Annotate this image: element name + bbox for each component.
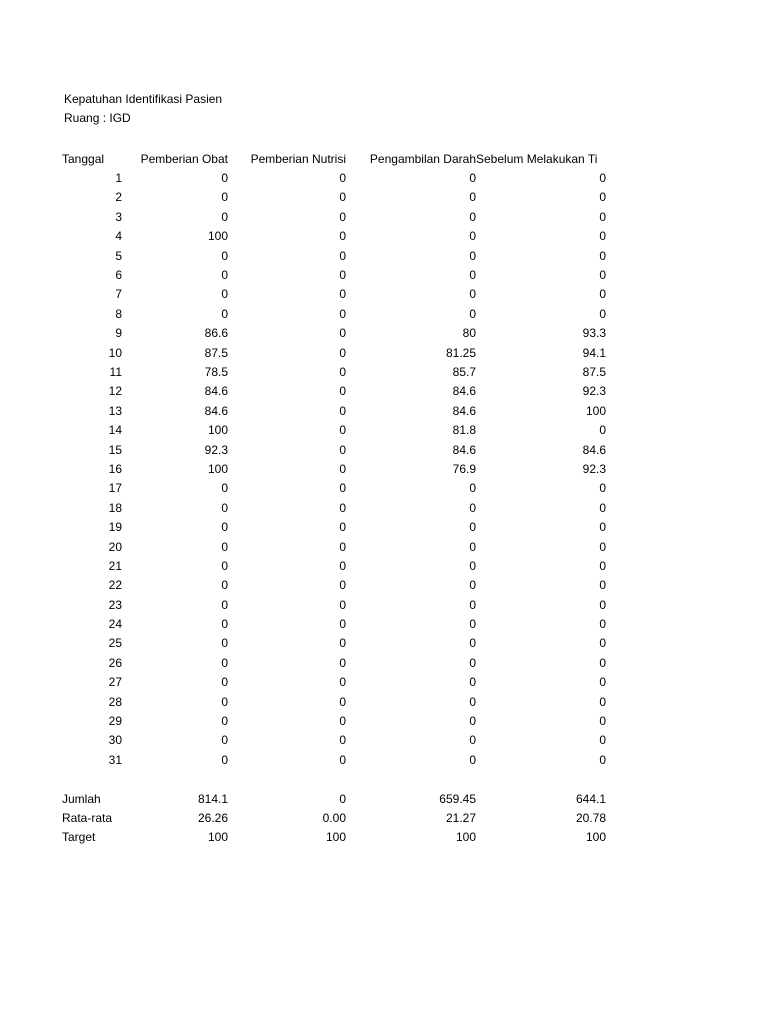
cell-pemberian-nutrisi: 0 <box>339 364 346 379</box>
cell-pemberian-obat: 0 <box>221 733 228 748</box>
cell-pemberian-nutrisi: 0 <box>339 578 346 593</box>
header-pemberian-nutrisi: Pemberian Nutrisi <box>250 151 346 166</box>
cell-tanggal: 18 <box>108 500 122 515</box>
cell-sebelum-tindakan: 92.3 <box>582 384 606 399</box>
cell-pengambilan-darah: 0 <box>469 287 476 302</box>
cell-pemberian-nutrisi: 0 <box>339 248 346 263</box>
cell-pemberian-obat: 84.6 <box>204 403 228 418</box>
table-row <box>62 401 606 420</box>
cell-pemberian-nutrisi: 0 <box>339 733 346 748</box>
cell-sebelum-tindakan: 0 <box>599 655 606 670</box>
cell-sebelum-tindakan: 0 <box>599 752 606 767</box>
table-row <box>62 556 606 575</box>
cell-tanggal: 23 <box>108 597 122 612</box>
cell-sebelum-tindakan: 84.6 <box>582 442 606 457</box>
cell-pemberian-obat: 0 <box>221 500 228 515</box>
cell-pemberian-obat: 0 <box>221 714 228 729</box>
cell-sebelum-tindakan: 93.3 <box>582 326 606 341</box>
cell-pengambilan-darah: 0 <box>469 675 476 690</box>
cell-pemberian-obat: 100 <box>207 461 228 476</box>
cell-tanggal: 27 <box>108 675 122 690</box>
cell-pemberian-nutrisi: 0 <box>339 229 346 244</box>
cell-tanggal: 11 <box>109 364 122 379</box>
cell-tanggal: 16 <box>108 461 122 476</box>
cell-pemberian-nutrisi: 0 <box>339 384 346 399</box>
cell-pemberian-nutrisi: 0 <box>339 636 346 651</box>
cell-sebelum-tindakan: 0 <box>599 306 606 321</box>
cell-sebelum-tindakan: 0 <box>599 714 606 729</box>
cell-pengambilan-darah: 0 <box>469 655 476 670</box>
table-row <box>62 168 606 187</box>
cell-pemberian-nutrisi: 0 <box>339 617 346 632</box>
cell-tanggal: 12 <box>108 384 122 399</box>
cell-sebelum-tindakan: 0 <box>599 190 606 205</box>
cell-sebelum-tindakan: 0 <box>599 229 606 244</box>
cell-pemberian-obat: 92.3 <box>204 442 228 457</box>
cell-sebelum-tindakan: 0 <box>599 578 606 593</box>
summary-sebelum-tindakan: 100 <box>585 830 606 845</box>
cell-tanggal: 10 <box>108 345 122 360</box>
table-row <box>62 692 606 711</box>
cell-pemberian-nutrisi: 0 <box>339 481 346 496</box>
table-row <box>62 731 606 750</box>
cell-pemberian-nutrisi: 0 <box>339 306 346 321</box>
cell-tanggal: 4 <box>115 229 122 244</box>
cell-tanggal: 24 <box>108 617 122 632</box>
summary-row-rata-rata <box>62 808 606 827</box>
cell-sebelum-tindakan: 0 <box>599 675 606 690</box>
cell-sebelum-tindakan: 0 <box>599 481 606 496</box>
table-row <box>62 750 606 769</box>
cell-pengambilan-darah: 0 <box>469 209 476 224</box>
table-row <box>62 459 606 478</box>
cell-pengambilan-darah: 84.6 <box>452 442 476 457</box>
cell-pemberian-nutrisi: 0 <box>339 461 346 476</box>
spacer-cell <box>62 770 606 789</box>
table-row <box>62 673 606 692</box>
cell-tanggal: 6 <box>115 268 122 283</box>
cell-pemberian-nutrisi: 0 <box>339 287 346 302</box>
cell-pengambilan-darah: 81.25 <box>445 345 476 360</box>
cell-sebelum-tindakan: 92.3 <box>582 461 606 476</box>
cell-pengambilan-darah: 80 <box>462 326 476 341</box>
summary-pengambilan-darah: 100 <box>455 830 476 845</box>
cell-sebelum-tindakan: 94.1 <box>582 345 606 360</box>
cell-tanggal: 30 <box>108 733 122 748</box>
cell-pengambilan-darah: 0 <box>469 500 476 515</box>
room-label: Ruang : IGD <box>64 111 131 125</box>
cell-pemberian-obat: 0 <box>221 209 228 224</box>
summary-label: Rata-rata <box>62 810 113 825</box>
table-row <box>62 634 606 653</box>
cell-pengambilan-darah: 0 <box>469 229 476 244</box>
cell-tanggal: 1 <box>115 171 122 186</box>
cell-pengambilan-darah: 0 <box>469 306 476 321</box>
cell-sebelum-tindakan: 87.5 <box>582 364 606 379</box>
cell-pengambilan-darah: 0 <box>469 481 476 496</box>
cell-pemberian-nutrisi: 0 <box>339 500 346 515</box>
table-row <box>62 595 606 614</box>
summary-pengambilan-darah: 21.27 <box>445 810 476 825</box>
cell-sebelum-tindakan: 0 <box>599 248 606 263</box>
cell-pemberian-obat: 0 <box>221 287 228 302</box>
cell-tanggal: 3 <box>115 209 122 224</box>
cell-pemberian-nutrisi: 0 <box>339 326 346 341</box>
cell-tanggal: 19 <box>108 520 122 535</box>
cell-pemberian-nutrisi: 0 <box>339 655 346 670</box>
table-body <box>62 168 606 769</box>
document-title: Kepatuhan Identifikasi Pasien <box>64 92 223 106</box>
table-row <box>62 343 606 362</box>
cell-pengambilan-darah: 76.9 <box>452 461 476 476</box>
cell-tanggal: 5 <box>115 248 122 263</box>
header-row <box>62 149 606 168</box>
cell-tanggal: 26 <box>108 655 122 670</box>
table-summary <box>62 770 606 848</box>
cell-pengambilan-darah: 81.8 <box>452 423 476 438</box>
cell-sebelum-tindakan: 0 <box>599 287 606 302</box>
summary-row-target <box>62 828 606 847</box>
header-sebelum-tindakan-label: Sebelum Melakukan Ti <box>476 151 598 166</box>
header-pemberian-obat: Pemberian Obat <box>140 151 228 166</box>
cell-tanggal: 9 <box>115 326 122 341</box>
cell-sebelum-tindakan: 0 <box>599 558 606 573</box>
cell-sebelum-tindakan: 0 <box>599 617 606 632</box>
table-row <box>62 517 606 536</box>
cell-pengambilan-darah: 0 <box>469 617 476 632</box>
cell-pemberian-obat: 0 <box>221 617 228 632</box>
cell-pengambilan-darah: 0 <box>469 636 476 651</box>
cell-sebelum-tindakan: 0 <box>599 636 606 651</box>
summary-label: Target <box>62 830 96 845</box>
table-row <box>62 614 606 633</box>
cell-pemberian-obat: 0 <box>221 520 228 535</box>
spacer-row <box>62 770 606 789</box>
cell-pemberian-nutrisi: 0 <box>339 597 346 612</box>
cell-tanggal: 8 <box>115 306 122 321</box>
summary-pemberian-nutrisi: 100 <box>325 830 346 845</box>
cell-pengambilan-darah: 84.6 <box>452 384 476 399</box>
cell-sebelum-tindakan: 0 <box>599 694 606 709</box>
cell-pemberian-obat: 0 <box>221 597 228 612</box>
cell-pengambilan-darah: 0 <box>469 248 476 263</box>
table-row <box>62 227 606 246</box>
cell-pemberian-nutrisi: 0 <box>339 403 346 418</box>
cell-pemberian-obat: 0 <box>221 306 228 321</box>
cell-pemberian-obat: 78.5 <box>204 364 228 379</box>
cell-pengambilan-darah: 0 <box>469 733 476 748</box>
header-sebelum-tindakan <box>476 149 606 168</box>
cell-pemberian-nutrisi: 0 <box>339 423 346 438</box>
cell-pemberian-nutrisi: 0 <box>339 752 346 767</box>
cell-pemberian-nutrisi: 0 <box>339 694 346 709</box>
cell-tanggal: 20 <box>108 539 122 554</box>
compliance-table <box>62 149 606 847</box>
header-pengambilan-darah: Pengambilan Darah <box>369 151 476 166</box>
cell-pemberian-obat: 0 <box>221 171 228 186</box>
cell-tanggal: 2 <box>115 190 122 205</box>
cell-pemberian-nutrisi: 0 <box>339 345 346 360</box>
cell-pemberian-obat: 0 <box>221 268 228 283</box>
cell-pengambilan-darah: 0 <box>469 597 476 612</box>
cell-sebelum-tindakan: 0 <box>599 268 606 283</box>
summary-sebelum-tindakan: 20.78 <box>575 810 606 825</box>
table-row <box>62 711 606 730</box>
cell-pengambilan-darah: 0 <box>469 558 476 573</box>
cell-sebelum-tindakan: 100 <box>585 403 606 418</box>
cell-pemberian-nutrisi: 0 <box>339 171 346 186</box>
table-row <box>62 324 606 343</box>
table-row <box>62 382 606 401</box>
summary-pengambilan-darah: 659.45 <box>439 791 476 806</box>
table-row <box>62 207 606 226</box>
header-tanggal: Tanggal <box>62 151 105 166</box>
cell-pengambilan-darah: 0 <box>469 714 476 729</box>
table-row <box>62 498 606 517</box>
table-row <box>62 265 606 284</box>
cell-pemberian-obat: 87.5 <box>204 345 228 360</box>
cell-pengambilan-darah: 0 <box>469 539 476 554</box>
cell-pemberian-obat: 0 <box>221 694 228 709</box>
cell-pemberian-nutrisi: 0 <box>339 520 346 535</box>
table-row <box>62 285 606 304</box>
cell-pemberian-nutrisi: 0 <box>339 558 346 573</box>
cell-sebelum-tindakan: 0 <box>599 423 606 438</box>
cell-tanggal: 22 <box>108 578 122 593</box>
table-row <box>62 537 606 556</box>
cell-pemberian-obat: 0 <box>221 636 228 651</box>
table-row <box>62 246 606 265</box>
cell-tanggal: 7 <box>115 287 122 302</box>
cell-tanggal: 25 <box>108 636 122 651</box>
cell-pemberian-obat: 0 <box>221 675 228 690</box>
cell-tanggal: 31 <box>108 752 122 767</box>
cell-pemberian-obat: 0 <box>221 481 228 496</box>
cell-pemberian-obat: 86.6 <box>204 326 228 341</box>
cell-pemberian-nutrisi: 0 <box>339 190 346 205</box>
cell-pengambilan-darah: 0 <box>469 190 476 205</box>
cell-pemberian-nutrisi: 0 <box>339 442 346 457</box>
cell-tanggal: 28 <box>108 694 122 709</box>
table-row <box>62 362 606 381</box>
cell-tanggal: 14 <box>108 423 122 438</box>
cell-pengambilan-darah: 0 <box>469 694 476 709</box>
cell-pemberian-nutrisi: 0 <box>339 714 346 729</box>
table-row <box>62 304 606 323</box>
cell-pemberian-obat: 100 <box>207 229 228 244</box>
cell-pemberian-nutrisi: 0 <box>339 268 346 283</box>
summary-pemberian-obat: 814.1 <box>197 791 228 806</box>
cell-tanggal: 21 <box>108 558 122 573</box>
table-row <box>62 576 606 595</box>
cell-pemberian-obat: 0 <box>221 190 228 205</box>
cell-pemberian-obat: 0 <box>221 248 228 263</box>
cell-pemberian-obat: 0 <box>221 578 228 593</box>
table-row <box>62 479 606 498</box>
cell-pemberian-obat: 84.6 <box>204 384 228 399</box>
cell-pengambilan-darah: 0 <box>469 268 476 283</box>
cell-sebelum-tindakan: 0 <box>599 500 606 515</box>
cell-pemberian-nutrisi: 0 <box>339 675 346 690</box>
cell-tanggal: 29 <box>108 714 122 729</box>
cell-tanggal: 13 <box>108 403 122 418</box>
cell-pemberian-nutrisi: 0 <box>339 209 346 224</box>
cell-pemberian-obat: 0 <box>221 655 228 670</box>
summary-sebelum-tindakan: 644.1 <box>575 791 606 806</box>
cell-pemberian-obat: 0 <box>221 558 228 573</box>
cell-pemberian-obat: 0 <box>221 752 228 767</box>
cell-pemberian-obat: 100 <box>207 423 228 438</box>
cell-tanggal: 17 <box>108 481 122 496</box>
cell-pengambilan-darah: 0 <box>469 752 476 767</box>
cell-pengambilan-darah: 0 <box>469 171 476 186</box>
table-row <box>62 188 606 207</box>
cell-pengambilan-darah: 0 <box>469 520 476 535</box>
cell-sebelum-tindakan: 0 <box>599 520 606 535</box>
cell-pengambilan-darah: 0 <box>469 578 476 593</box>
cell-pemberian-nutrisi: 0 <box>339 539 346 554</box>
cell-sebelum-tindakan: 0 <box>599 597 606 612</box>
cell-tanggal: 15 <box>108 442 122 457</box>
summary-pemberian-obat: 100 <box>207 830 228 845</box>
summary-row-jumlah <box>62 789 606 808</box>
cell-pemberian-obat: 0 <box>221 539 228 554</box>
table-row <box>62 653 606 672</box>
summary-pemberian-obat: 26.26 <box>197 810 228 825</box>
summary-label: Jumlah <box>62 791 101 806</box>
cell-sebelum-tindakan: 0 <box>599 171 606 186</box>
cell-sebelum-tindakan: 0 <box>599 733 606 748</box>
table-row <box>62 440 606 459</box>
cell-pengambilan-darah: 85.7 <box>452 364 476 379</box>
cell-sebelum-tindakan: 0 <box>599 209 606 224</box>
summary-pemberian-nutrisi: 0 <box>339 791 346 806</box>
summary-pemberian-nutrisi: 0.00 <box>322 810 346 825</box>
cell-sebelum-tindakan: 0 <box>599 539 606 554</box>
cell-pengambilan-darah: 84.6 <box>452 403 476 418</box>
table-row <box>62 420 606 439</box>
